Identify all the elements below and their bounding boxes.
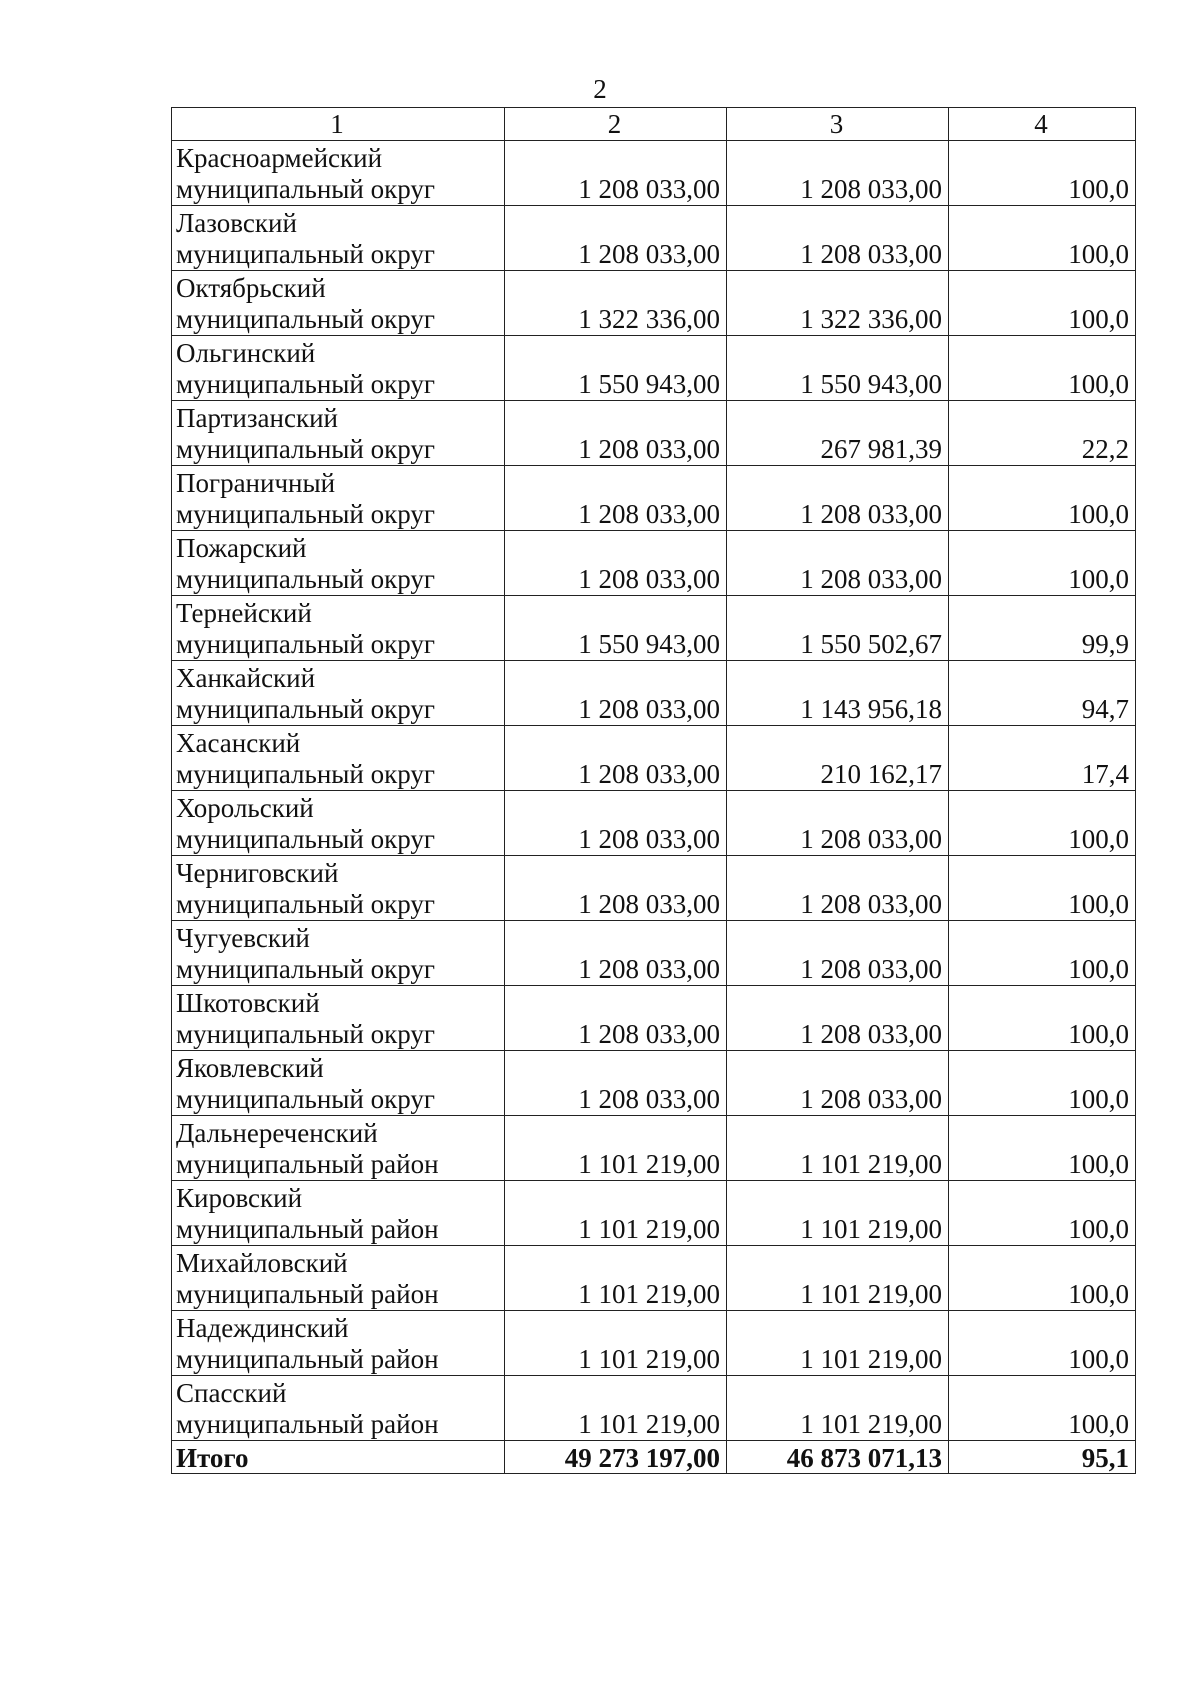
- value-cell-col2: 1 101 219,00: [505, 1246, 727, 1311]
- value-cell-col2: 1 208 033,00: [505, 986, 727, 1051]
- value-cell-col4: 100,0: [949, 1311, 1136, 1376]
- value-cell-col3: 1 208 033,00: [727, 856, 949, 921]
- total-label: Итого: [172, 1441, 505, 1474]
- table-row: [172, 401, 1136, 466]
- value-cell-col3: 1 208 033,00: [727, 791, 949, 856]
- value-cell-col2: 1 101 219,00: [505, 1311, 727, 1376]
- value-cell-col2: 1 550 943,00: [505, 336, 727, 401]
- municipality-name: Михайловский: [176, 1248, 348, 1278]
- value-cell-col2: 1 208 033,00: [505, 661, 727, 726]
- municipality-cell: [172, 1376, 505, 1441]
- value-cell-col4: 100,0: [949, 271, 1136, 336]
- municipality-cell: [172, 661, 505, 726]
- municipality-name: Пограничный: [176, 468, 336, 498]
- municipality-name: Яковлевский: [176, 1053, 324, 1083]
- page-number: 2: [593, 74, 607, 104]
- value-cell-col2: 1 208 033,00: [505, 1051, 727, 1116]
- table-row: [172, 921, 1136, 986]
- value-cell-col4: 100,0: [949, 141, 1136, 206]
- value-cell-col2: 1 550 943,00: [505, 596, 727, 661]
- municipality-cell: [172, 1246, 505, 1311]
- municipality-cell: [172, 336, 505, 401]
- municipality-name: Ханкайский: [176, 663, 316, 693]
- value-cell-col2: 1 208 033,00: [505, 401, 727, 466]
- value-cell-col4: 100,0: [949, 1116, 1136, 1181]
- table-row: [172, 336, 1136, 401]
- value-cell-col2: 1 208 033,00: [505, 531, 727, 596]
- header-cell-2: 2: [505, 108, 727, 141]
- value-cell-col3: 1 208 033,00: [727, 141, 949, 206]
- header-cell-3: 3: [727, 108, 949, 141]
- municipality-type: муниципальный округ: [176, 564, 435, 594]
- value-cell-col4: 100,0: [949, 1051, 1136, 1116]
- municipality-name: Партизанский: [176, 403, 338, 433]
- value-cell-col4: 100,0: [949, 336, 1136, 401]
- value-cell-col4: 99,9: [949, 596, 1136, 661]
- municipality-cell: [172, 1311, 505, 1376]
- municipality-name: Лазовский: [176, 208, 297, 238]
- municipality-type: муниципальный район: [176, 1279, 439, 1309]
- value-cell-col2: 1 208 033,00: [505, 726, 727, 791]
- municipality-type: муниципальный округ: [176, 1084, 435, 1114]
- value-cell-col3: 1 101 219,00: [727, 1376, 949, 1441]
- value-cell-col2: 1 101 219,00: [505, 1376, 727, 1441]
- total-row: [172, 1441, 1136, 1474]
- value-cell-col4: 22,2: [949, 401, 1136, 466]
- municipality-cell: [172, 596, 505, 661]
- value-cell-col3: 1 208 033,00: [727, 986, 949, 1051]
- table-row: [172, 206, 1136, 271]
- municipality-name: Надеждинский: [176, 1313, 349, 1343]
- value-cell-col3: 1 143 956,18: [727, 661, 949, 726]
- value-cell-col4: 100,0: [949, 1376, 1136, 1441]
- municipality-type: муниципальный район: [176, 1409, 439, 1439]
- value-cell-col2: 1 208 033,00: [505, 466, 727, 531]
- data-table: [171, 107, 1136, 1474]
- municipality-type: муниципальный округ: [176, 304, 435, 334]
- value-cell-col3: 1 322 336,00: [727, 271, 949, 336]
- municipality-cell: [172, 726, 505, 791]
- municipality-type: муниципальный округ: [176, 1019, 435, 1049]
- municipality-cell: [172, 206, 505, 271]
- municipality-name: Тернейский: [176, 598, 312, 628]
- municipality-type: муниципальный округ: [176, 824, 435, 854]
- table-body: [172, 141, 1136, 1474]
- value-cell-col4: 100,0: [949, 1246, 1136, 1311]
- municipality-name: Кировский: [176, 1183, 303, 1213]
- value-cell-col2: 1 208 033,00: [505, 206, 727, 271]
- header-cell-1: 1: [172, 108, 505, 141]
- value-cell-col4: 100,0: [949, 856, 1136, 921]
- municipality-cell: [172, 531, 505, 596]
- value-cell-col3: 1 208 033,00: [727, 921, 949, 986]
- municipality-name: Хорольский: [176, 793, 314, 823]
- value-cell-col3: 1 208 033,00: [727, 1051, 949, 1116]
- value-cell-col2: 1 101 219,00: [505, 1116, 727, 1181]
- municipality-cell: [172, 856, 505, 921]
- value-cell-col3: 1 208 033,00: [727, 531, 949, 596]
- value-cell-col3: 1 208 033,00: [727, 466, 949, 531]
- municipality-name: Ольгинский: [176, 338, 316, 368]
- total-value-col3: 46 873 071,13: [727, 1441, 949, 1474]
- municipality-name: Красноармейский: [176, 143, 383, 173]
- header-cell-4: 4: [949, 108, 1136, 141]
- total-value-col2: 49 273 197,00: [505, 1441, 727, 1474]
- value-cell-col4: 100,0: [949, 791, 1136, 856]
- municipality-name: Октябрьский: [176, 273, 326, 303]
- municipality-name: Дальнереченский: [176, 1118, 378, 1148]
- total-value-col4: 95,1: [949, 1441, 1136, 1474]
- table-row: [172, 791, 1136, 856]
- table-row: [172, 466, 1136, 531]
- table-row: [172, 726, 1136, 791]
- value-cell-col3: 210 162,17: [727, 726, 949, 791]
- municipality-name: Хасанский: [176, 728, 301, 758]
- value-cell-col4: 17,4: [949, 726, 1136, 791]
- value-cell-col3: 267 981,39: [727, 401, 949, 466]
- value-cell-col3: 1 550 502,67: [727, 596, 949, 661]
- municipality-cell: [172, 921, 505, 986]
- value-cell-col4: 94,7: [949, 661, 1136, 726]
- value-cell-col4: 100,0: [949, 206, 1136, 271]
- municipality-cell: [172, 1051, 505, 1116]
- table-row: [172, 661, 1136, 726]
- table-row: [172, 1311, 1136, 1376]
- municipality-cell: [172, 986, 505, 1051]
- municipality-name: Пожарский: [176, 533, 307, 563]
- value-cell-col2: 1 208 033,00: [505, 921, 727, 986]
- municipality-type: муниципальный округ: [176, 434, 435, 464]
- municipality-type: муниципальный округ: [176, 629, 435, 659]
- table-row: [172, 986, 1136, 1051]
- municipality-name: Шкотовский: [176, 988, 320, 1018]
- value-cell-col3: 1 101 219,00: [727, 1116, 949, 1181]
- municipality-type: муниципальный округ: [176, 889, 435, 919]
- municipality-type: муниципальный район: [176, 1214, 439, 1244]
- municipality-type: муниципальный район: [176, 1149, 439, 1179]
- municipality-type: муниципальный округ: [176, 369, 435, 399]
- table-row: [172, 271, 1136, 336]
- municipality-cell: [172, 141, 505, 206]
- municipality-type: муниципальный округ: [176, 499, 435, 529]
- municipality-type: муниципальный округ: [176, 759, 435, 789]
- value-cell-col4: 100,0: [949, 1181, 1136, 1246]
- municipality-type: муниципальный округ: [176, 694, 435, 724]
- value-cell-col3: 1 208 033,00: [727, 206, 949, 271]
- municipality-type: муниципальный округ: [176, 174, 435, 204]
- value-cell-col3: 1 101 219,00: [727, 1181, 949, 1246]
- value-cell-col3: 1 550 943,00: [727, 336, 949, 401]
- table-row: [172, 1116, 1136, 1181]
- table-row: [172, 141, 1136, 206]
- municipality-cell: [172, 791, 505, 856]
- municipality-cell: [172, 271, 505, 336]
- municipality-name: Спасский: [176, 1378, 287, 1408]
- value-cell-col2: 1 208 033,00: [505, 856, 727, 921]
- municipality-type: муниципальный округ: [176, 239, 435, 269]
- table-row: [172, 531, 1136, 596]
- table-row: [172, 1181, 1136, 1246]
- municipality-cell: [172, 1181, 505, 1246]
- value-cell-col4: 100,0: [949, 531, 1136, 596]
- value-cell-col2: 1 208 033,00: [505, 791, 727, 856]
- municipality-type: муниципальный район: [176, 1344, 439, 1374]
- municipality-cell: [172, 466, 505, 531]
- table-row: [172, 1051, 1136, 1116]
- value-cell-col2: 1 322 336,00: [505, 271, 727, 336]
- municipality-cell: [172, 1116, 505, 1181]
- table-row: [172, 596, 1136, 661]
- table-row: [172, 1376, 1136, 1441]
- value-cell-col3: 1 101 219,00: [727, 1246, 949, 1311]
- municipality-cell: [172, 401, 505, 466]
- value-cell-col2: 1 208 033,00: [505, 141, 727, 206]
- value-cell-col4: 100,0: [949, 921, 1136, 986]
- table-row: [172, 856, 1136, 921]
- table-row: [172, 1246, 1136, 1311]
- value-cell-col3: 1 101 219,00: [727, 1311, 949, 1376]
- municipality-type: муниципальный округ: [176, 954, 435, 984]
- municipality-name: Чугуевский: [176, 923, 310, 953]
- value-cell-col2: 1 101 219,00: [505, 1181, 727, 1246]
- value-cell-col4: 100,0: [949, 466, 1136, 531]
- value-cell-col4: 100,0: [949, 986, 1136, 1051]
- header-row: [172, 108, 1136, 141]
- municipality-name: Черниговский: [176, 858, 339, 888]
